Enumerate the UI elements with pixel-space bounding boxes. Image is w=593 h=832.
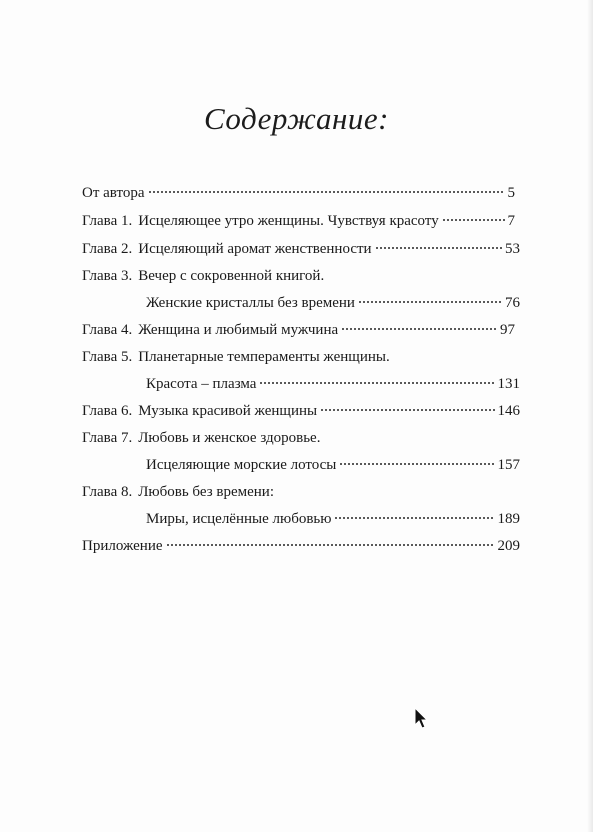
toc-entry-title: Женщина и любимый мужчина bbox=[138, 322, 339, 338]
dot-leader bbox=[148, 191, 505, 193]
toc-page-number: 53 bbox=[505, 241, 520, 257]
toc-entry-title: Красота – плазма bbox=[146, 376, 257, 392]
toc-entry[interactable] bbox=[82, 483, 274, 502]
chapter-label: Глава 4. bbox=[82, 322, 133, 338]
toc-entry-title: Исцеляющие морские лотосы bbox=[146, 457, 337, 473]
toc-page-number: 97 bbox=[500, 322, 515, 338]
toc-entry[interactable] bbox=[82, 429, 320, 448]
dot-leader bbox=[442, 219, 505, 221]
chapter-label: Глава 1. bbox=[82, 213, 133, 229]
toc-entry-title: Исцеляющий аромат женственности bbox=[138, 241, 372, 257]
toc-entry-title: Любовь и женское здоровье. bbox=[138, 430, 321, 446]
chapter-label: Глава 3. bbox=[82, 268, 133, 284]
toc-entry-title: Исцеляющее утро женщины. Чувствуя красоту bbox=[138, 213, 439, 229]
chapter-label: Глава 5. bbox=[82, 349, 133, 365]
toc-page-number: 131 bbox=[497, 376, 520, 392]
toc-entry[interactable] bbox=[82, 537, 520, 556]
toc-entry[interactable] bbox=[146, 510, 520, 529]
chapter-label: Глава 7. bbox=[82, 430, 133, 446]
toc-entry-title: Женские кристаллы без времени bbox=[146, 295, 355, 311]
toc-page-number: 209 bbox=[497, 538, 520, 554]
dot-leader bbox=[166, 544, 495, 546]
toc-entry-title: Планетарные темпераменты женщины. bbox=[138, 349, 390, 365]
toc-entry[interactable] bbox=[82, 321, 515, 340]
toc-page-number: 146 bbox=[497, 403, 520, 419]
toc-entry[interactable] bbox=[82, 348, 390, 367]
toc-entry[interactable] bbox=[146, 294, 520, 313]
toc-entry[interactable] bbox=[82, 267, 324, 286]
dot-leader bbox=[341, 328, 497, 330]
toc-entry[interactable] bbox=[146, 456, 520, 475]
dot-leader bbox=[259, 382, 494, 384]
toc-entry[interactable] bbox=[146, 375, 520, 394]
dot-leader bbox=[334, 517, 494, 519]
toc-page-number: 157 bbox=[497, 457, 520, 473]
mouse-pointer-icon bbox=[414, 707, 430, 731]
chapter-label: Глава 2. bbox=[82, 241, 133, 257]
toc-entry[interactable] bbox=[82, 240, 520, 259]
toc-page-number: 76 bbox=[505, 295, 520, 311]
chapter-label: Глава 6. bbox=[82, 403, 133, 419]
toc-entry-title: Приложение bbox=[82, 538, 163, 554]
toc-entry[interactable] bbox=[82, 184, 515, 203]
toc-entry-title: Вечер с сокровенной книгой. bbox=[138, 268, 325, 284]
toc-entry-title: Любовь без времени: bbox=[138, 484, 274, 500]
toc-entry-title: От автора bbox=[82, 185, 145, 201]
dot-leader bbox=[375, 247, 502, 249]
chapter-label: Глава 8. bbox=[82, 484, 133, 500]
toc-page-number: 189 bbox=[497, 511, 520, 527]
toc-entry-title: Музыка красивой женщины bbox=[138, 403, 318, 419]
page-title: Содержание: bbox=[204, 101, 389, 136]
toc-page-number: 7 bbox=[507, 213, 515, 229]
toc-entry-title: Миры, исцелённые любовью bbox=[146, 511, 332, 527]
dot-leader bbox=[320, 409, 494, 411]
toc-entry[interactable] bbox=[82, 212, 515, 231]
toc-page-number: 5 bbox=[507, 185, 515, 201]
dot-leader bbox=[339, 463, 494, 465]
toc-entry[interactable] bbox=[82, 402, 520, 421]
dot-leader bbox=[358, 301, 502, 303]
